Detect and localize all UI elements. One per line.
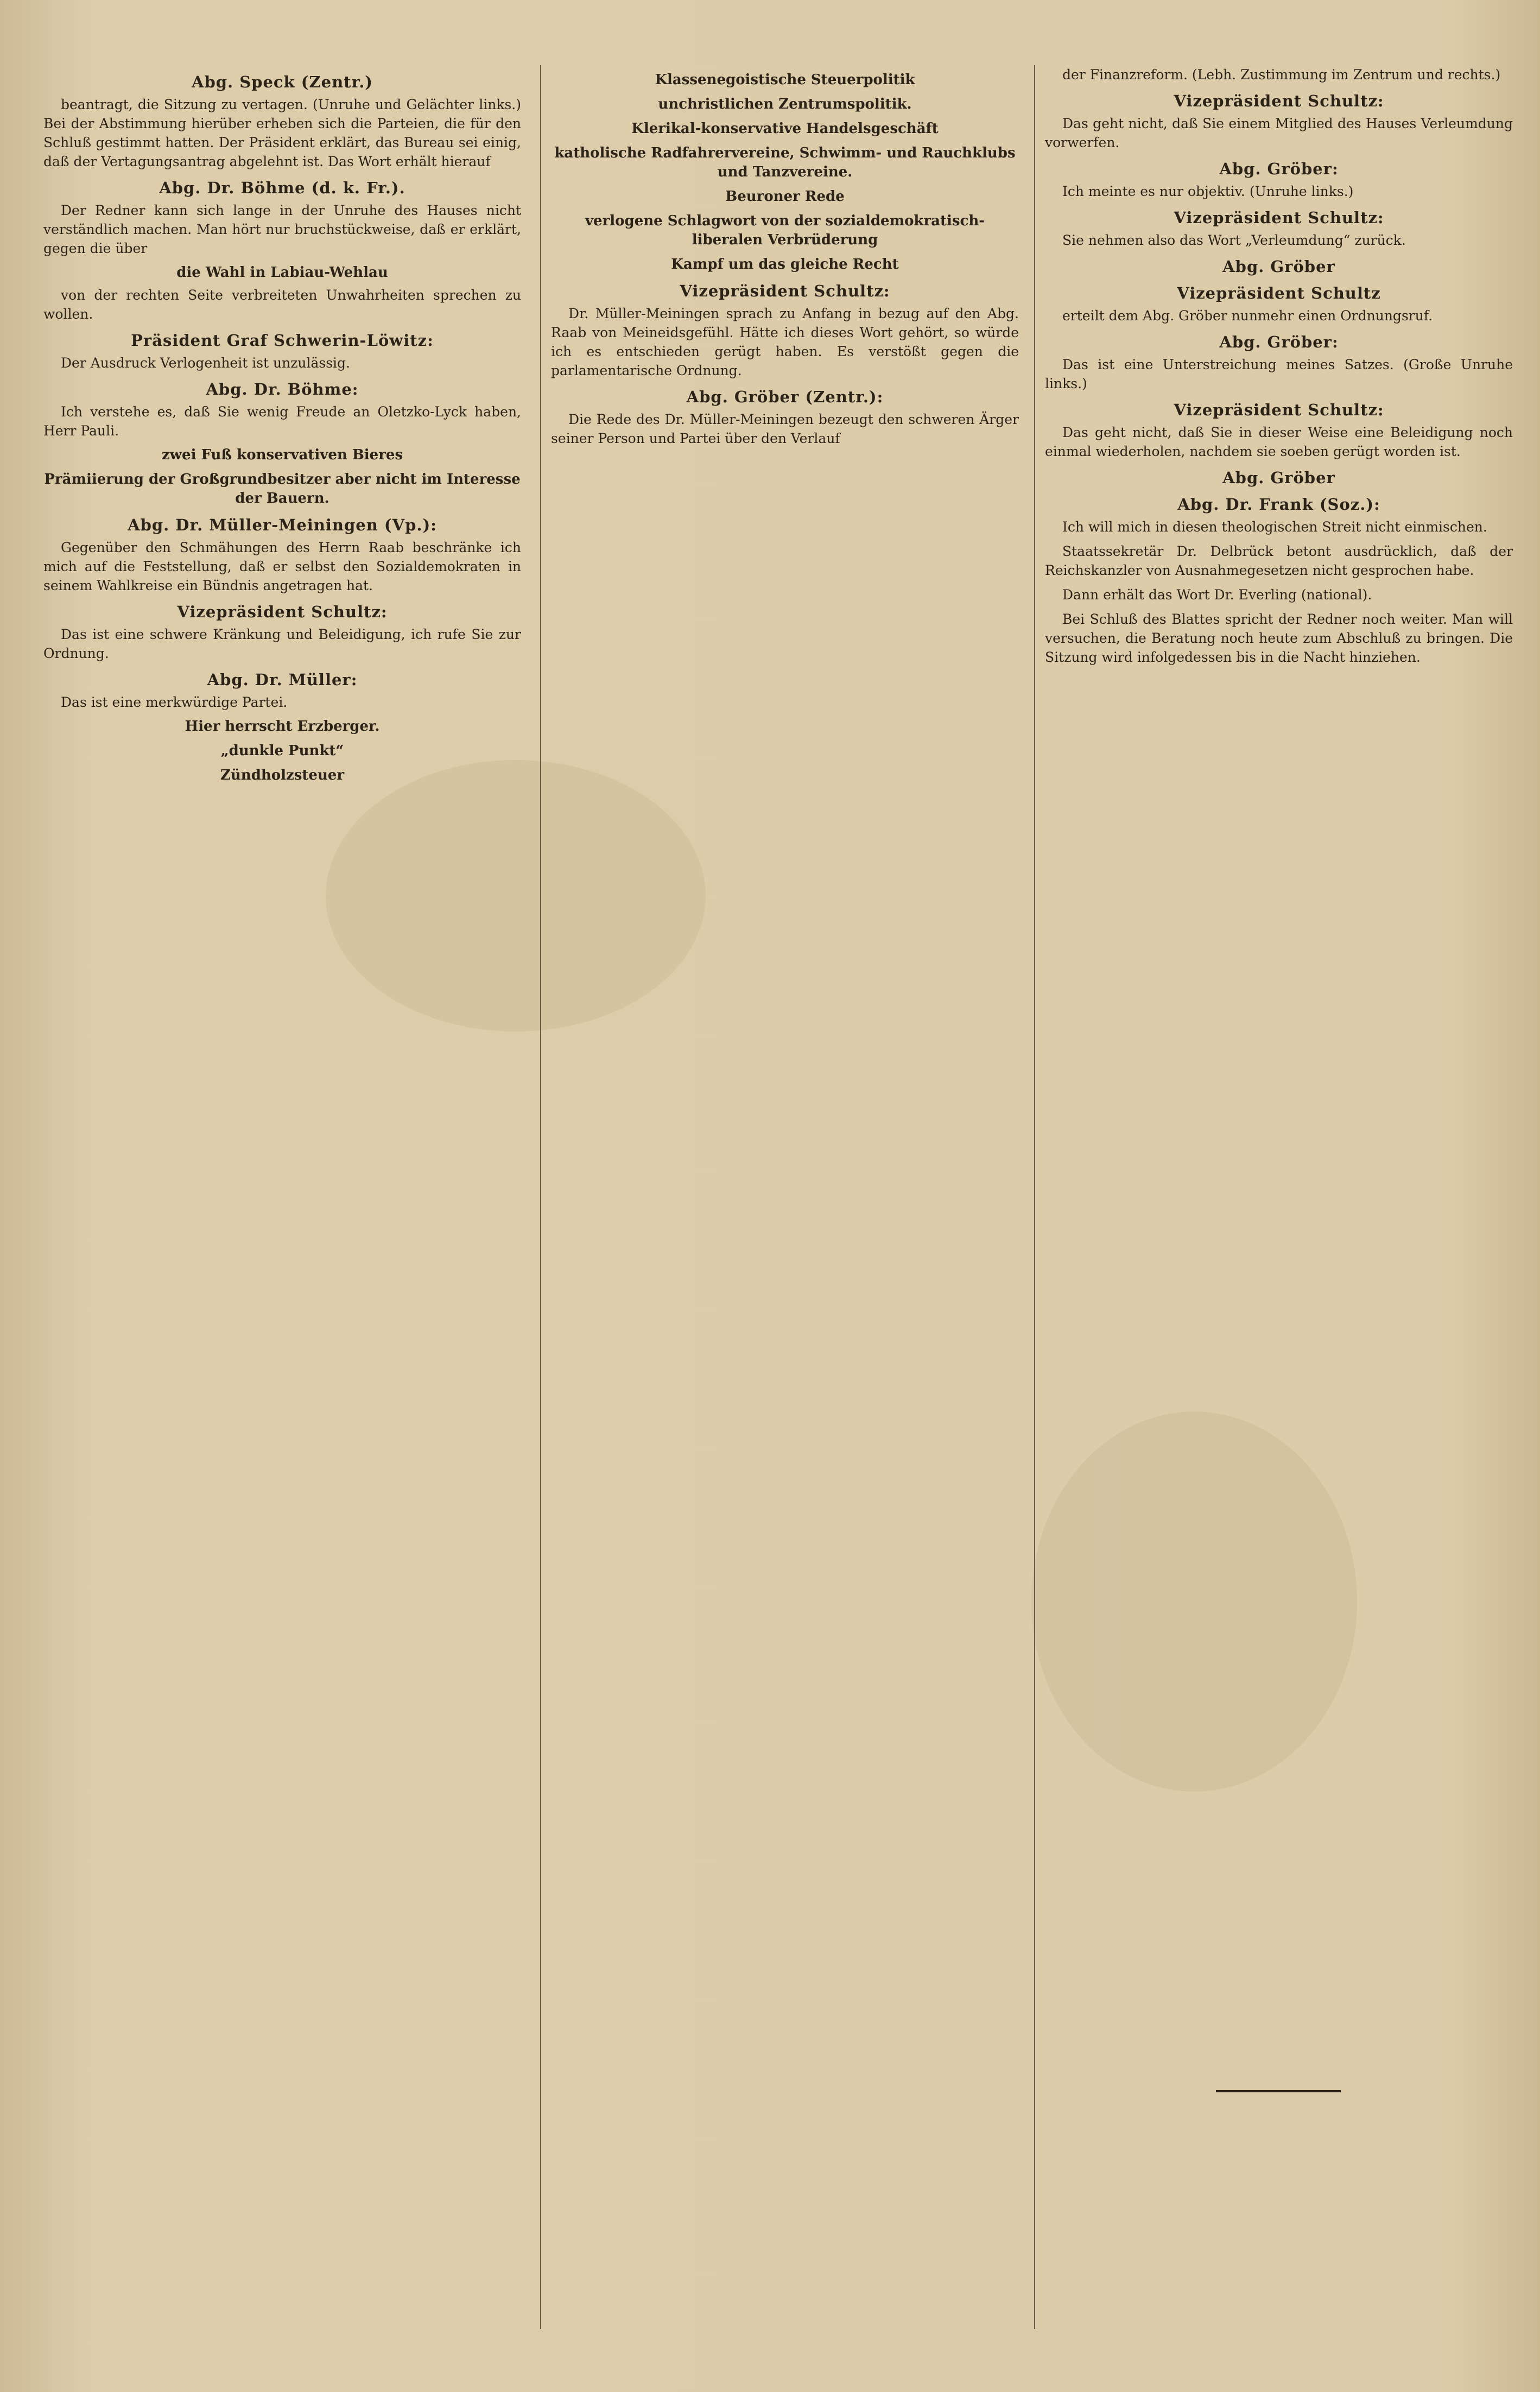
speaker-heading: Abg. Dr. Böhme (d. k. Fr.).: [159, 179, 405, 197]
speaker-heading: Vizepräsident Schultz:: [680, 282, 890, 300]
subheading: Zündholzsteuer: [220, 767, 345, 783]
column-right: [1034, 65, 1513, 2329]
paragraph: Dann erhält das Wort Dr. Everling (national).: [1062, 587, 1372, 603]
speaker-heading: Abg. Dr. Müller-Meiningen (Vp.):: [128, 516, 437, 534]
paragraph: Dr. Müller-Meiningen sprach zu Anfang in bezug auf den Abg. Raab von Meineidsgefühl. Hätte ich dieses Wort gehört, so würde ich es entschieden gerügt haben. Es verstößt gegen die parlamentarische Ordnung.: [551, 306, 1019, 378]
subheading: „dunkle Punkt“: [220, 743, 344, 759]
speaker-heading: Abg. Gröber: [1222, 469, 1335, 487]
speaker-heading: Abg. Dr. Müller:: [207, 670, 358, 689]
speaker-heading: Abg. Gröber:: [1219, 333, 1339, 351]
subheading: katholische Radfahrervereine, Schwimm- und Rauchklubs und Tanzvereine.: [554, 145, 1016, 180]
subheading: Prämiierung der Großgrundbesitzer aber nicht im Interesse der Bauern.: [44, 471, 521, 507]
paragraph: Ich verstehe es, daß Sie wenig Freude an Oletzko-Lyck haben, Herr Pauli.: [43, 404, 521, 439]
speaker-heading: Abg. Gröber: [1222, 257, 1335, 276]
speaker-heading: Vizepräsident Schultz:: [1174, 92, 1384, 110]
paragraph: der Finanzreform. (Lebh. Zustimmung im Zentrum und rechts.): [1062, 67, 1501, 83]
paragraph: Das geht nicht, daß Sie in dieser Weise eine Beleidigung noch einmal wiederholen, nachdem sie soeben gerügt worden ist.: [1045, 425, 1513, 459]
paragraph: Das ist eine schwere Kränkung und Beleidigung, ich rufe Sie zur Ordnung.: [43, 627, 521, 661]
paragraph: Bei Schluß des Blattes spricht der Redner noch weiter. Man will versuchen, die Beratung noch heute zum Abschluß zu bringen. Die Sitzung wird infolgedessen bis in die Nacht hinziehen.: [1045, 611, 1513, 665]
closing-rule: [1216, 2090, 1341, 2092]
paragraph: von der rechten Seite verbreiteten Unwahrheiten sprechen zu wollen.: [43, 287, 521, 322]
paragraph: Die Rede des Dr. Müller-Meiningen bezeugt den schweren Ärger seiner Person und Partei über den Verlauf: [551, 412, 1019, 446]
speaker-heading: Vizepräsident Schultz:: [1174, 401, 1384, 419]
speaker-heading: Abg. Dr. Frank (Soz.):: [1177, 495, 1380, 514]
speaker-heading: Vizepräsident Schultz:: [177, 603, 388, 621]
speaker-heading: Vizepräsident Schultz:: [1174, 208, 1384, 227]
speaker-heading: Abg. Speck (Zentr.): [191, 73, 373, 91]
paragraph: Der Ausdruck Verlogenheit ist unzulässig.: [61, 355, 351, 371]
paragraph: Der Redner kann sich lange in der Unruhe des Hauses nicht verständlich machen. Man hört nur bruchstückweise, daß er erklärt, gegen die über: [43, 203, 521, 256]
subheading: unchristlichen Zentrumspolitik.: [658, 96, 912, 112]
subheading: zwei Fuß konservativen Bieres: [161, 447, 403, 463]
column-middle: [540, 65, 1019, 2329]
speaker-heading: Präsident Graf Schwerin-Löwitz:: [131, 331, 434, 350]
paragraph: Staatssekretär Dr. Delbrück betont ausdrücklich, daß der Reichskanzler von Ausnahmegesetzen nicht gesprochen habe.: [1045, 543, 1513, 578]
paragraph: beantragt, die Sitzung zu vertagen. (Unruhe und Gelächter links.) Bei der Abstimmung hierüber erheben sich die Parteien, die für den Schluß gestimmt hatten. Der Präsident erklärt, das Bureau sei einig, daß der Vertagungsantrag abgelehnt ist. Das Wort erhält hierauf: [43, 97, 521, 169]
subheading: verlogene Schlagwort von der sozialdemokratisch-liberalen Verbrüderung: [585, 213, 985, 248]
paragraph: Das geht nicht, daß Sie einem Mitglied des Hauses Verleumdung vorwerfen.: [1045, 116, 1513, 150]
paragraph: Das ist eine Unterstreichung meines Satzes. (Große Unruhe links.): [1045, 357, 1513, 391]
subheading: Klassenegoistische Steuerpolitik: [655, 72, 915, 88]
paragraph: Gegenüber den Schmähungen des Herrn Raab beschränke ich mich auf die Feststellung, daß er selbst den Sozialdemokraten in seinem Wahlkreise ein Bündnis angetragen hat.: [43, 540, 521, 593]
speaker-heading: Abg. Gröber (Zentr.):: [686, 388, 884, 406]
paragraph: Ich meinte es nur objektiv. (Unruhe links.): [1062, 183, 1354, 199]
column-left: [43, 65, 521, 2329]
paragraph: Ich will mich in diesen theologischen Streit nicht einmischen.: [1062, 519, 1487, 535]
subheading: Kampf um das gleiche Recht: [671, 256, 899, 273]
speaker-heading: Abg. Gröber:: [1219, 160, 1339, 178]
paragraph: Sie nehmen also das Wort „Verleumdung“ zurück.: [1062, 232, 1406, 248]
speaker-heading: Vizepräsident Schultz: [1177, 284, 1381, 302]
subheading: Beuroner Rede: [725, 188, 845, 205]
paragraph: erteilt dem Abg. Gröber nunmehr einen Ordnungsruf.: [1062, 308, 1433, 324]
subheading: die Wahl in Labiau-Wehlau: [176, 264, 388, 281]
subheading: Klerikal-konservative Handelsgeschäft: [631, 121, 939, 137]
subheading: Hier herrscht Erzberger.: [185, 718, 380, 735]
speaker-heading: Abg. Dr. Böhme:: [206, 380, 359, 398]
paragraph: Das ist eine merkwürdige Partei.: [61, 694, 288, 710]
